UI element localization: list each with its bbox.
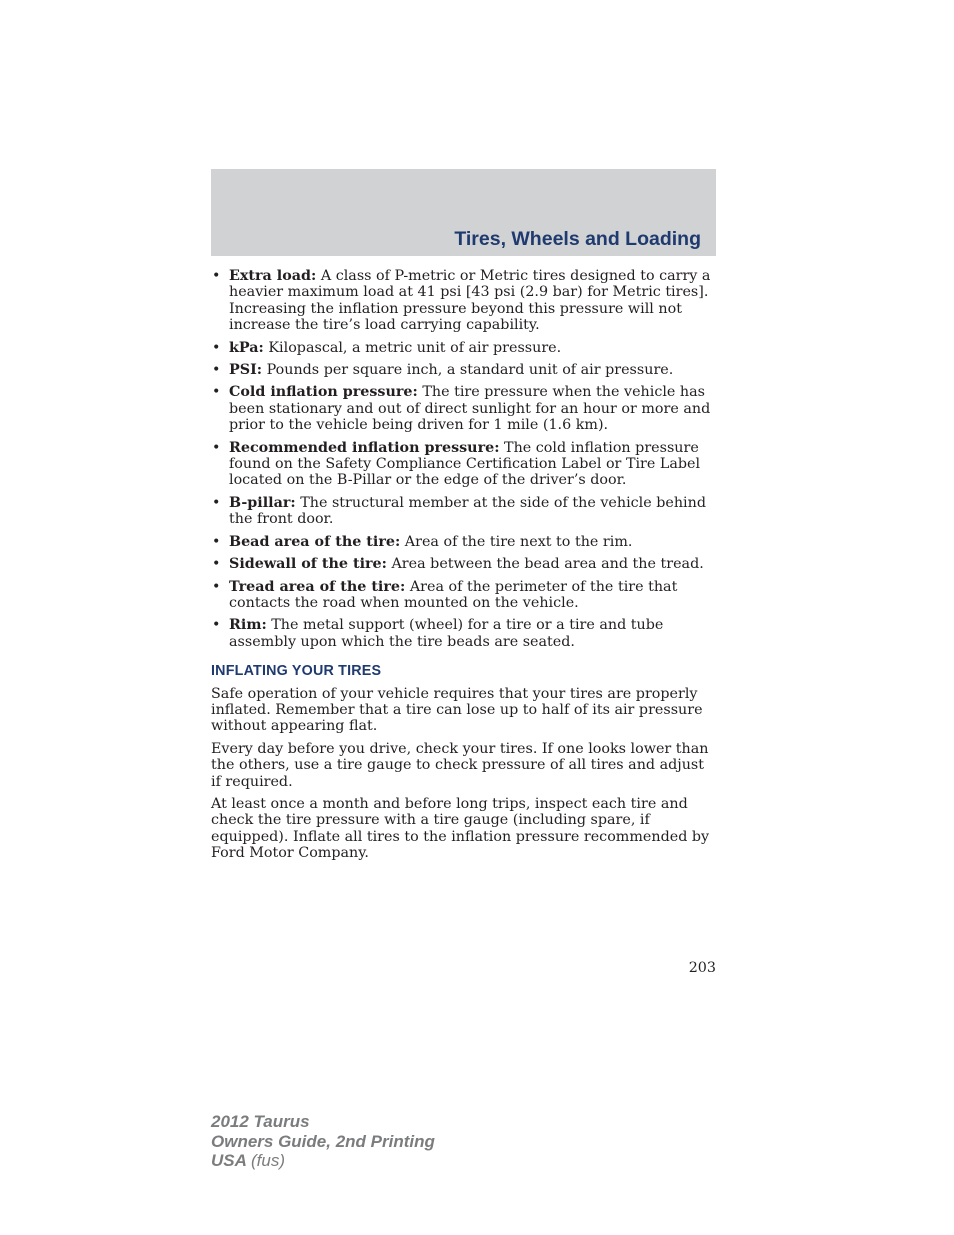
definition-item bbox=[211, 579, 718, 612]
bullet-icon: • bbox=[212, 578, 221, 595]
chapter-header-band bbox=[211, 169, 716, 256]
definition-item bbox=[211, 384, 718, 433]
page-number: 203 bbox=[688, 960, 716, 976]
definition-item bbox=[211, 340, 718, 356]
definition-item bbox=[211, 268, 718, 334]
footer-region-code: (fus) bbox=[251, 1151, 285, 1170]
definition-text: The tire pressure when the vehicle has been stationary and out of direct sunlight for an hour or more and prior to the vehicle being driven for 1 mile (1.6 km). bbox=[229, 384, 711, 434]
bullet-icon: • bbox=[212, 533, 221, 550]
footer-guide-title: Owners Guide, 2nd Printing bbox=[211, 1131, 435, 1151]
definition-term: Sidewall of the tire: bbox=[229, 556, 387, 573]
footer-model: 2012 Taurus bbox=[211, 1112, 310, 1131]
chapter-title: Tires, Wheels and Loading bbox=[454, 228, 701, 250]
definition-text: A class of P-metric or Metric tires designed to carry a heavier maximum load at 41 psi [43 psi (2.9 bar) for Metric tires]. Increasing the inflation pressure beyond this pressure will not increase the tire’s load carrying capability. bbox=[229, 268, 711, 334]
bullet-icon: • bbox=[212, 268, 221, 284]
definition-item bbox=[211, 534, 718, 550]
definition-text: The structural member at the side of the vehicle behind the front door. bbox=[229, 494, 706, 528]
section-paragraph: Every day before you drive, check your tires. If one looks lower than the others, use a tire gauge to check pressure of all tires and adjust if required. bbox=[211, 740, 709, 790]
definition-term: B-pillar: bbox=[229, 494, 296, 511]
footer-region bbox=[211, 1151, 435, 1171]
definition-item bbox=[211, 440, 718, 489]
bullet-icon: • bbox=[212, 339, 221, 356]
definition-item bbox=[211, 556, 718, 572]
definition-term: Recommended inflation pressure: bbox=[229, 439, 500, 456]
bullet-icon: • bbox=[212, 556, 221, 573]
definition-term: Bead area of the tire: bbox=[229, 533, 401, 550]
definition-item bbox=[211, 617, 718, 650]
definition-item bbox=[211, 495, 718, 528]
bullet-icon: • bbox=[212, 617, 221, 634]
footer-region-name: USA bbox=[211, 1151, 247, 1170]
definition-item bbox=[211, 362, 718, 378]
definition-text: Area between the bead area and the tread. bbox=[391, 556, 704, 573]
definition-text: The metal support (wheel) for a tire or a tire and tube assembly upon which the tire beads are seated. bbox=[229, 617, 664, 650]
section-paragraph: At least once a month and before long trips, inspect each tire and check the tire pressure with a tire gauge (including spare, if equipped). Inflate all tires to the inflation pressure recommended by Ford Motor Company. bbox=[211, 795, 710, 862]
definition-term: Extra load: bbox=[229, 268, 317, 284]
bullet-icon: • bbox=[212, 439, 221, 456]
bullet-icon: • bbox=[212, 384, 221, 401]
definition-text: The cold inflation pressure found on the Safety Compliance Certification Label or Tire Label located on the B-Pillar or the edge of the driver’s door. bbox=[229, 439, 701, 489]
bullet-icon: • bbox=[212, 362, 221, 379]
definition-text: Kilopascal, a metric unit of air pressure. bbox=[268, 339, 562, 356]
definition-term: Cold inflation pressure: bbox=[229, 384, 418, 401]
definition-text: Pounds per square inch, a standard unit of air pressure. bbox=[266, 362, 674, 379]
definition-term: kPa: bbox=[229, 339, 264, 356]
definition-text: Area of the tire next to the rim. bbox=[404, 533, 633, 550]
definition-term: Tread area of the tire: bbox=[229, 578, 406, 595]
definition-term: Rim: bbox=[229, 617, 267, 634]
definition-text: Area of the perimeter of the tire that contacts the road when mounted on the vehicle. bbox=[229, 578, 678, 611]
document-footer bbox=[211, 1112, 435, 1171]
page-content bbox=[211, 268, 718, 868]
section-heading: INFLATING YOUR TIRES bbox=[211, 663, 382, 680]
section-paragraph: Safe operation of your vehicle requires that your tires are properly inflated. Remember that a tire can lose up to half of its air pressure without appearing flat. bbox=[211, 685, 703, 735]
definition-term: PSI: bbox=[229, 362, 263, 379]
definition-list bbox=[211, 268, 718, 650]
bullet-icon: • bbox=[212, 494, 221, 511]
